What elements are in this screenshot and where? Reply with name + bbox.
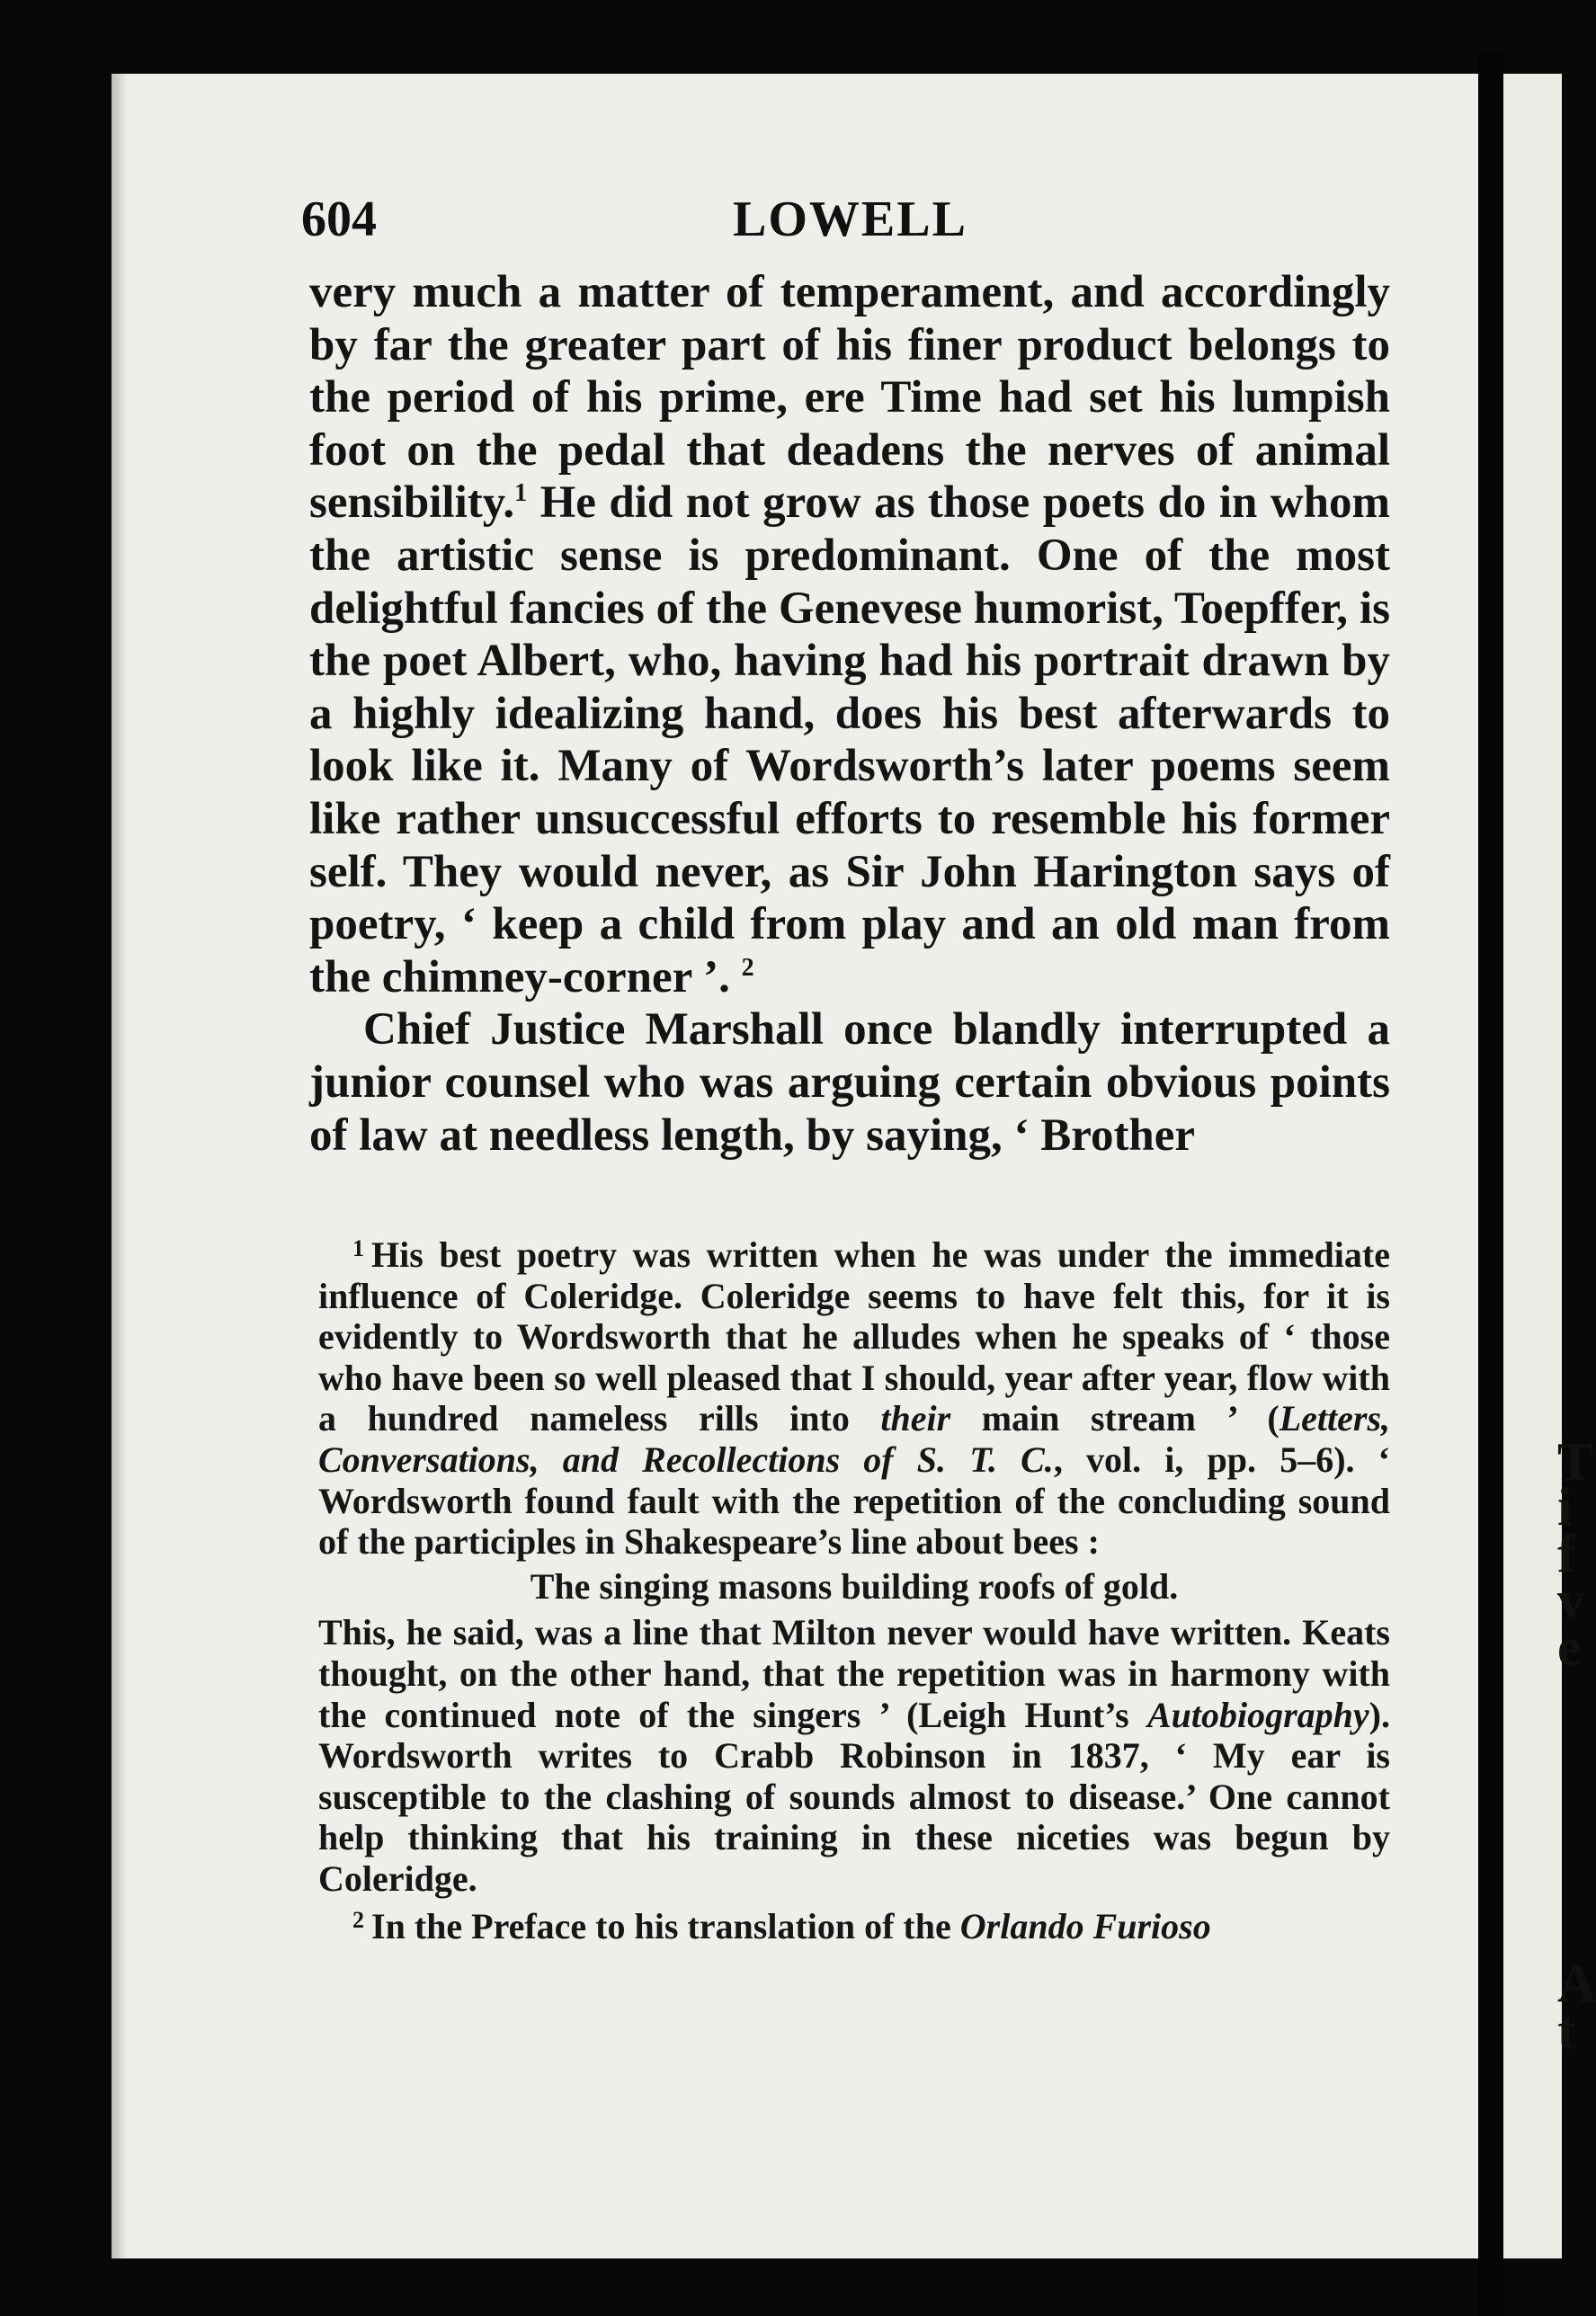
facing-page-fragment: i bbox=[1557, 1477, 1573, 1537]
footnotes bbox=[318, 1228, 1390, 1946]
footnote-book-title: Letters, Conversations, and Recollections of S. T. C. bbox=[318, 1398, 1391, 1480]
main-text bbox=[309, 266, 1390, 1162]
running-head: LOWELL bbox=[733, 192, 967, 247]
paragraph-text: very much a matter of temperament, and accordingly by far the greater part of his finer product belongs to the period of his prime, ere Time had set his lumpish foot on the pedal that deadens the nerves of animal sensibility. bbox=[309, 267, 1390, 529]
footnote-book-title: Autobiography bbox=[1146, 1694, 1369, 1735]
facing-page-fragment: T bbox=[1557, 1432, 1594, 1492]
footnote-reference: 1 bbox=[514, 479, 528, 508]
book-gutter bbox=[1478, 54, 1503, 2316]
footnote-book-title: Orlando Furioso bbox=[959, 1905, 1211, 1946]
facing-page-fragment: e bbox=[1557, 1617, 1582, 1677]
footnote-text: , vol. i, pp. 5–6). ‘ Wordsworth found fault with the repetition of the concluding sound of the participles in Shakespeare’s line about bees : bbox=[318, 1439, 1390, 1563]
footnote-reference: 2 bbox=[741, 953, 754, 982]
page-number: 604 bbox=[301, 192, 377, 247]
footnote-text: main stream ’ ( bbox=[950, 1398, 1279, 1439]
footnote bbox=[318, 1900, 1390, 1947]
footnote-continuation bbox=[318, 1612, 1390, 1899]
paragraph bbox=[309, 266, 1390, 1003]
facing-page-edge bbox=[1503, 74, 1596, 2258]
footnote-mark: 1 bbox=[352, 1235, 364, 1261]
facing-page-fragment: f bbox=[1557, 1524, 1575, 1583]
facing-page-fragment: v bbox=[1557, 1571, 1584, 1630]
footnote-italic: their bbox=[880, 1398, 951, 1439]
paragraph-text: He did not grow as those poets do in whom the artistic sense is predominant. One of the most delightful fancies of the Genevese humorist, Toepffer, is the poet Albert, who, having had his portrait drawn by a highly idealizing hand, does his best afterwards to look like it. Many of Wordsworth’s later poems seem like rather unsuccessful efforts to resemble his former self. They would never, as Sir John Harington says of poetry, ‘ keep a child from play and an old man from the chimney-corner ’. bbox=[309, 477, 1390, 1002]
page-shadow bbox=[111, 74, 128, 2258]
footnote-text: ). Wordsworth writes to Crabb Robinson in 1837, ‘ My ear is susceptible to the clashing of sounds almost to disease.’ One cannot help thinking that his training in these niceties was begun by Coleridge. bbox=[318, 1694, 1390, 1899]
footnote-text: In the Preface to his translation of the bbox=[371, 1905, 960, 1946]
facing-page-fragment: A bbox=[1557, 1954, 1596, 2013]
footnote-text: This, he said, was a line that Milton never would have written. Keats thought, on the other hand, that the repetition was in harmony with the continued note of the singers ’ (Leigh Hunt’s bbox=[318, 1612, 1390, 1735]
page-header bbox=[301, 191, 1391, 254]
footnote bbox=[318, 1228, 1390, 1563]
verse-quotation: The singing masons building roofs of gold. bbox=[530, 1565, 1179, 1607]
paragraph-text: Chief Justice Marshall once blandly interrupted a junior counsel who was arguing certain obvious points of law at needless length, by saying, ‘ Brother bbox=[309, 1004, 1390, 1161]
paragraph bbox=[309, 1003, 1390, 1162]
footnote-mark: 2 bbox=[352, 1906, 364, 1933]
facing-page-fragment: t bbox=[1557, 2000, 1575, 2060]
footnote-text: His best poetry was written when he was under the immediate influence of Coleridge. Coleridge seems to have felt this, for it is evidently to Wordsworth that he alludes when he speaks of ‘ those who have been so well pleased that I should, year after year, flow with a hundred nameless rills into bbox=[318, 1234, 1390, 1439]
